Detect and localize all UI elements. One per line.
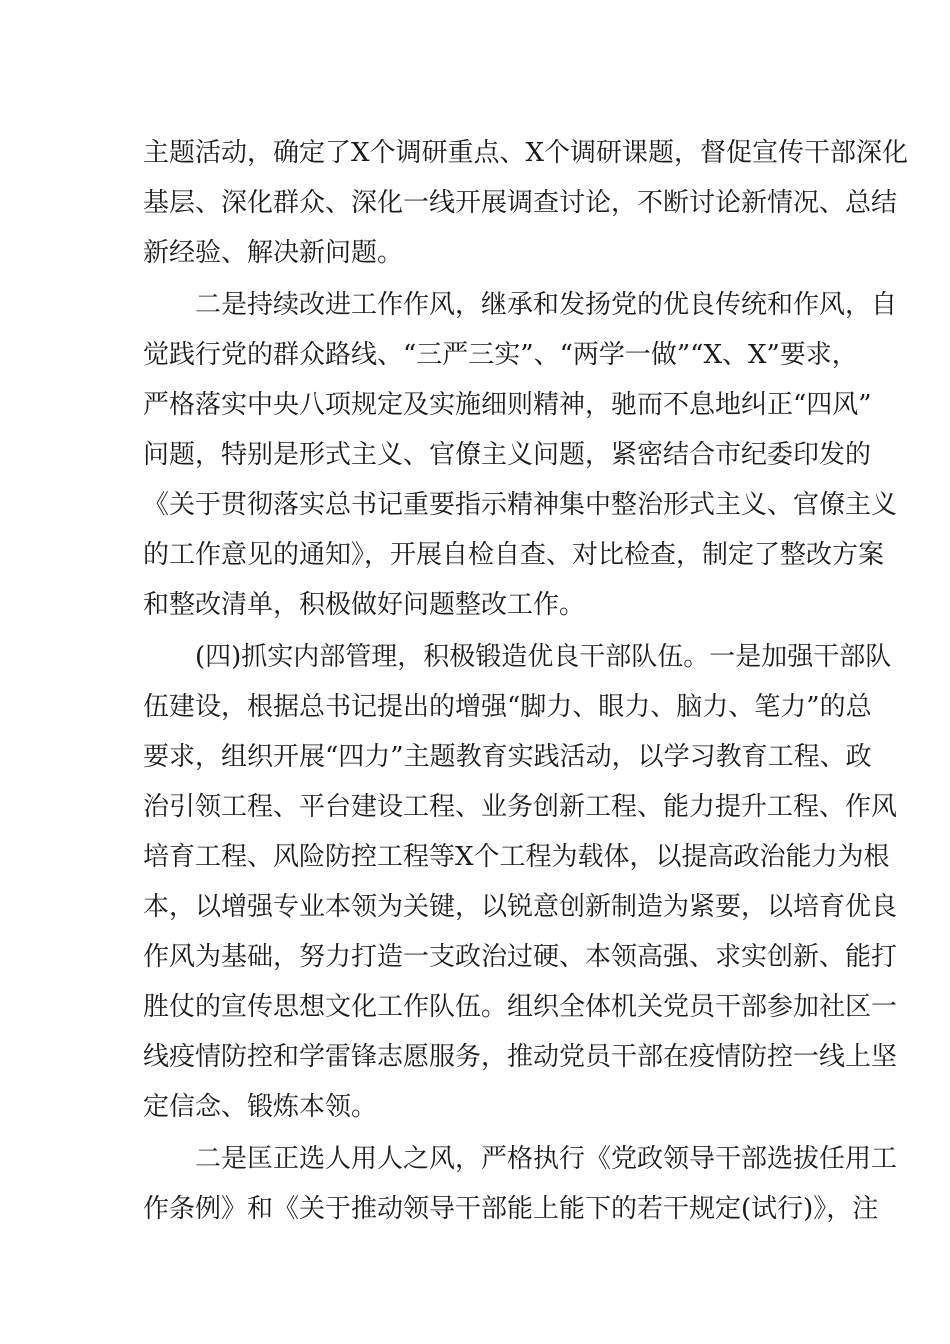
text-line: 伍建设，根据总书记提出的增强“脚力、眼力、脑力、笔力”的总	[143, 692, 872, 722]
text-line: 线疫情防控和学雷锋志愿服务，推动党员干部在疫情防控一线上坚	[143, 1042, 898, 1072]
text-line: 严格落实中央八项规定及实施细则精神，驰而不息地纠正“四风”	[143, 390, 872, 420]
text-line: 要求，组织开展“四力”主题教育实践活动，以学习教育工程、政	[143, 742, 872, 772]
text-line: 基层、深化群众、深化一线开展调查讨论，不断讨论新情况、总结	[143, 188, 898, 218]
text-line: 的工作意见的通知》，开展自检自查、对比检查，制定了整改方案	[143, 540, 885, 570]
paragraph-start-line: (四)抓实内部管理，积极锻造优良干部队伍。一是加强干部队	[195, 642, 892, 672]
text-line: 作风为基础，努力打造一支政治过硬、本领高强、求实创新、能打	[143, 942, 898, 972]
paragraph-start-line: 二是匡正选人用人之风，严格执行《党政领导干部选拔任用工	[195, 1144, 898, 1174]
text-line: 胜仗的宣传思想文化工作队伍。组织全体机关党员干部参加社区一	[143, 992, 898, 1022]
text-line: 问题，特别是形式主义、官僚主义问题，紧密结合市纪委印发的	[143, 440, 872, 470]
text-line: 作条例》和《关于推动领导干部能上能下的若干规定(试行)》，注	[143, 1194, 879, 1224]
text-line: 定信念、锻炼本领。	[143, 1092, 378, 1122]
text-line: 觉践行党的群众路线、“三严三实”、“两学一做”“X、X”要求，	[143, 340, 858, 370]
text-line: 主题活动，确定了X个调研重点、X个调研课题，督促宣传干部深化	[143, 138, 909, 168]
text-line: 和整改清单，积极做好问题整改工作。	[143, 590, 586, 620]
paragraph-start-line: 二是持续改进工作作风，继承和发扬党的优良传统和作风，自	[195, 290, 898, 320]
text-line: 本，以增强专业本领为关键，以锐意创新制造为紧要，以培育优良	[143, 892, 898, 922]
text-line: 治引领工程、平台建设工程、业务创新工程、能力提升工程、作风	[143, 792, 898, 822]
text-line: 培育工程、风险防控工程等X个工程为载体，以提高政治能力为根	[143, 842, 890, 872]
text-line: 新经验、解决新问题。	[143, 238, 404, 268]
text-line: 《关于贯彻落实总书记重要指示精神集中整治形式主义、官僚主义	[143, 490, 898, 520]
